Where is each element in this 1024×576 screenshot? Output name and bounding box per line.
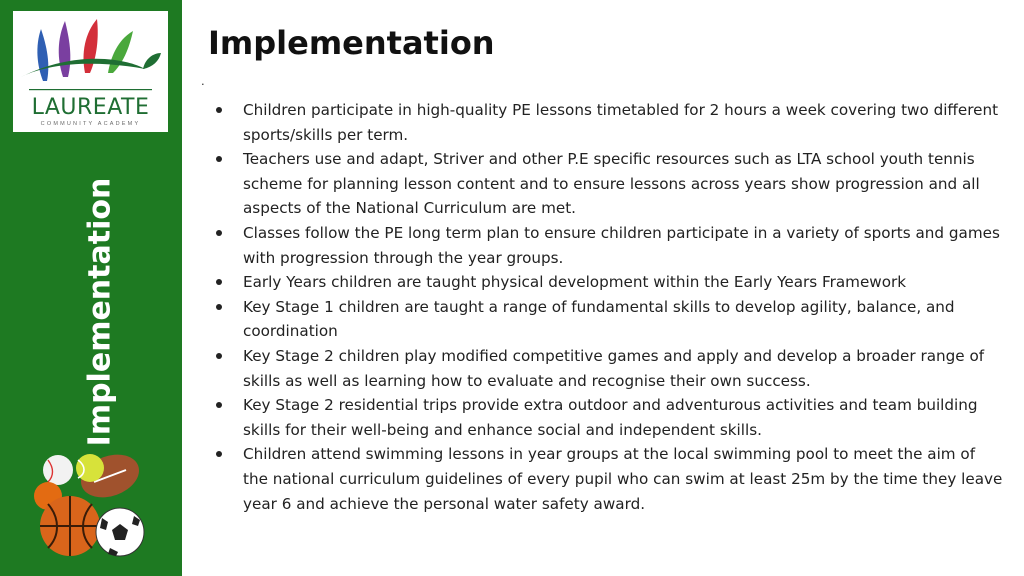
list-item: Key Stage 1 children are taught a range of fundamental skills to develop agility, balance, and coordination	[214, 295, 1004, 344]
sidebar	[0, 0, 182, 576]
vertical-section-title: Implementation	[82, 177, 118, 447]
list-item: Key Stage 2 children play modified competitive games and apply and develop a broader range of skills as well as learning how to evaluate and recognise their own success.	[214, 344, 1004, 393]
flame-leaves-icon	[13, 11, 168, 95]
list-item: Children participate in high-quality PE lessons timetabled for 2 hours a week covering two different sports/skills per term.	[214, 98, 1004, 147]
list-item: Classes follow the PE long term plan to ensure children participate in a variety of sports and games with progression through the year groups.	[214, 221, 1004, 270]
list-item: Early Years children are taught physical development within the Early Years Framework	[214, 270, 1004, 295]
stray-mark: .	[201, 73, 205, 88]
logo-name: LAUREATE	[31, 95, 150, 120]
list-item: Children attend swimming lessons in year groups at the local swimming pool to meet the aim of the national curriculum guidelines of every pupil who can swim at least 25m by the time they leave year 6 and achieve the personal water safety award.	[214, 442, 1004, 516]
logo-tagline: COMMUNITY ACADEMY	[40, 121, 141, 127]
bullet-list	[214, 98, 1004, 516]
list-item: Teachers use and adapt, Striver and other P.E specific resources such as LTA school youth tennis scheme for planning lesson content and to ensure lessons across years show progression and all aspects of the National Curriculum are met.	[214, 147, 1004, 221]
list-item: Key Stage 2 residential trips provide extra outdoor and adventurous activities and team building skills for their well-being and enhance social and independent skills.	[214, 393, 1004, 442]
school-logo	[13, 11, 168, 132]
page-title: Implementation	[208, 24, 495, 62]
sports-balls-icon	[30, 448, 148, 560]
